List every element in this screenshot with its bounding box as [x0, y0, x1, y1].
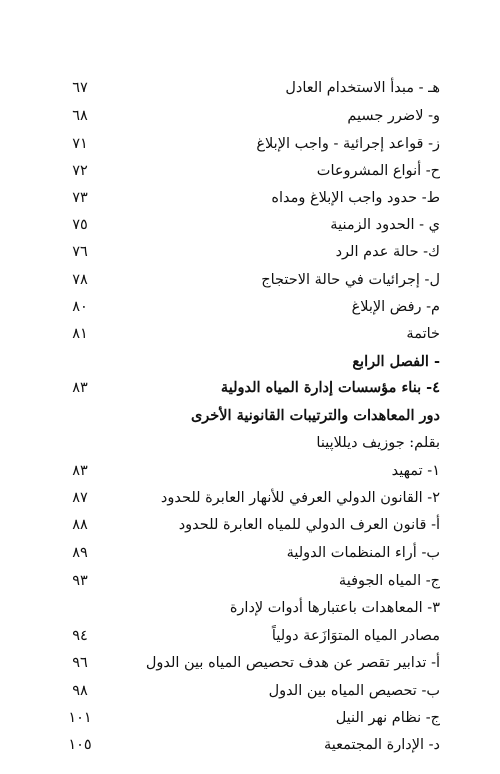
toc-entry — [50, 187, 440, 215]
toc-entry-page: ٨٩ — [72, 545, 88, 561]
toc-entry-title: د- الإدارة المجتمعية — [323, 737, 440, 753]
toc-entry — [50, 241, 440, 269]
author-line-text: بقلم: جوزيف ديللاپينا — [316, 435, 440, 451]
toc-entry-title: ب- أراء المنظمات الدولية — [286, 545, 440, 561]
toc-entry-page: ١٠٥ — [68, 737, 92, 753]
toc-entry — [50, 105, 440, 133]
toc-entry-page: ٨٠ — [72, 299, 88, 315]
chapter-heading-title: - الفصل الرابع — [352, 353, 440, 370]
toc-entry-title: ط- حدود واجب الإبلاغ ومداه — [271, 190, 440, 206]
toc-entry — [50, 680, 440, 708]
toc-entry-title: هـ - مبدأ الاستخدام العادل — [285, 80, 440, 96]
toc-entry — [50, 625, 440, 653]
toc-entry-page: ٧١ — [72, 136, 88, 152]
toc-entry-page: ٧٨ — [72, 272, 88, 288]
toc-entry-page: ١٠١ — [68, 710, 92, 726]
toc-entry-title: ١- تمهيد — [391, 463, 440, 479]
toc-entry-title: ٢- القانون الدولي العرفي للأنهار العابرة للحدود — [160, 490, 440, 506]
toc-entry-page: ٨٣ — [72, 463, 88, 479]
toc-entry-page: ٧٣ — [72, 190, 88, 206]
toc-entry-page: ٦٧ — [72, 80, 88, 96]
toc-entry — [50, 323, 440, 351]
toc-entry-title: ب- تحصيص المياه بين الدول — [268, 683, 440, 699]
chapter-heading — [50, 351, 440, 379]
toc-entry-title: ل- إجرائيات في حالة الاحتجاج — [261, 272, 440, 288]
author-line — [50, 432, 440, 460]
toc-entry-title: ي - الحدود الزمنية — [330, 217, 440, 233]
toc-entry-page: ٧٥ — [72, 217, 88, 233]
toc-entry-title: و- لاضرر جسيم — [347, 108, 440, 124]
toc-entry-title: خاتمة — [406, 326, 440, 342]
toc-entry — [50, 570, 440, 598]
toc-entry — [50, 269, 440, 297]
toc-entry-title: أ- تدابير تقصر عن هدف تحصيص المياه بين الدول — [145, 655, 440, 671]
toc-entry — [50, 377, 440, 405]
toc-entry-title: مصادر المياه المتوَازَعة دولياً — [271, 628, 440, 644]
toc-entry — [50, 734, 440, 762]
toc-entry — [50, 214, 440, 242]
toc-entry — [50, 542, 440, 570]
toc-entry — [50, 460, 440, 488]
toc-entry-page: ٨٨ — [72, 517, 88, 533]
toc-entry-title: م- رفض الإبلاغ — [351, 299, 440, 315]
toc-entry — [50, 133, 440, 161]
toc-entry-page: ٨٣ — [72, 380, 88, 396]
toc-entry-page: ٩٨ — [72, 683, 88, 699]
toc-entry-page: ٩٤ — [72, 628, 88, 644]
toc-entry — [50, 514, 440, 542]
toc-entry — [50, 707, 440, 735]
toc-entry-title: أ- قانون العرف الدولي للمياه العابرة للحدود — [178, 517, 440, 533]
toc-entry — [50, 296, 440, 324]
toc-entry — [50, 487, 440, 515]
toc-entry-page: ٨٧ — [72, 490, 88, 506]
toc-entry — [50, 652, 440, 680]
chapter-subtitle-text: دور المعاهدات والترتيبات القانونية الأخرى — [190, 407, 440, 424]
toc-entry-title: ح- أنواع المشروعات — [316, 163, 440, 179]
toc-entry-page: ٩٣ — [72, 573, 88, 589]
chapter-subtitle — [50, 405, 440, 433]
toc-entry-title: ٣- المعاهدات باعتبارها أدوات لإدارة — [229, 600, 440, 616]
toc-entry-page: ٧٢ — [72, 163, 88, 179]
toc-entry-title: ج- المياه الجوفية — [338, 573, 440, 589]
toc-entry — [50, 597, 440, 625]
toc-entry-page: ٩٦ — [72, 655, 88, 671]
toc-entry-page: ٨١ — [72, 326, 88, 342]
toc-entry-title: ٤- بناء مؤسسات إدارة المياه الدولية — [220, 379, 440, 396]
toc-entry-page: ٦٨ — [72, 108, 88, 124]
toc-entry — [50, 77, 440, 105]
toc-entry — [50, 160, 440, 188]
toc-entry-title: ز- قواعد إجرائية - واجب الإبلاغ — [256, 136, 440, 152]
toc-entry-title: ك- حالة عدم الرد — [335, 244, 440, 260]
toc-entry-page: ٧٦ — [72, 244, 88, 260]
toc-entry-title: ج- نظام نهر النيل — [335, 710, 440, 726]
